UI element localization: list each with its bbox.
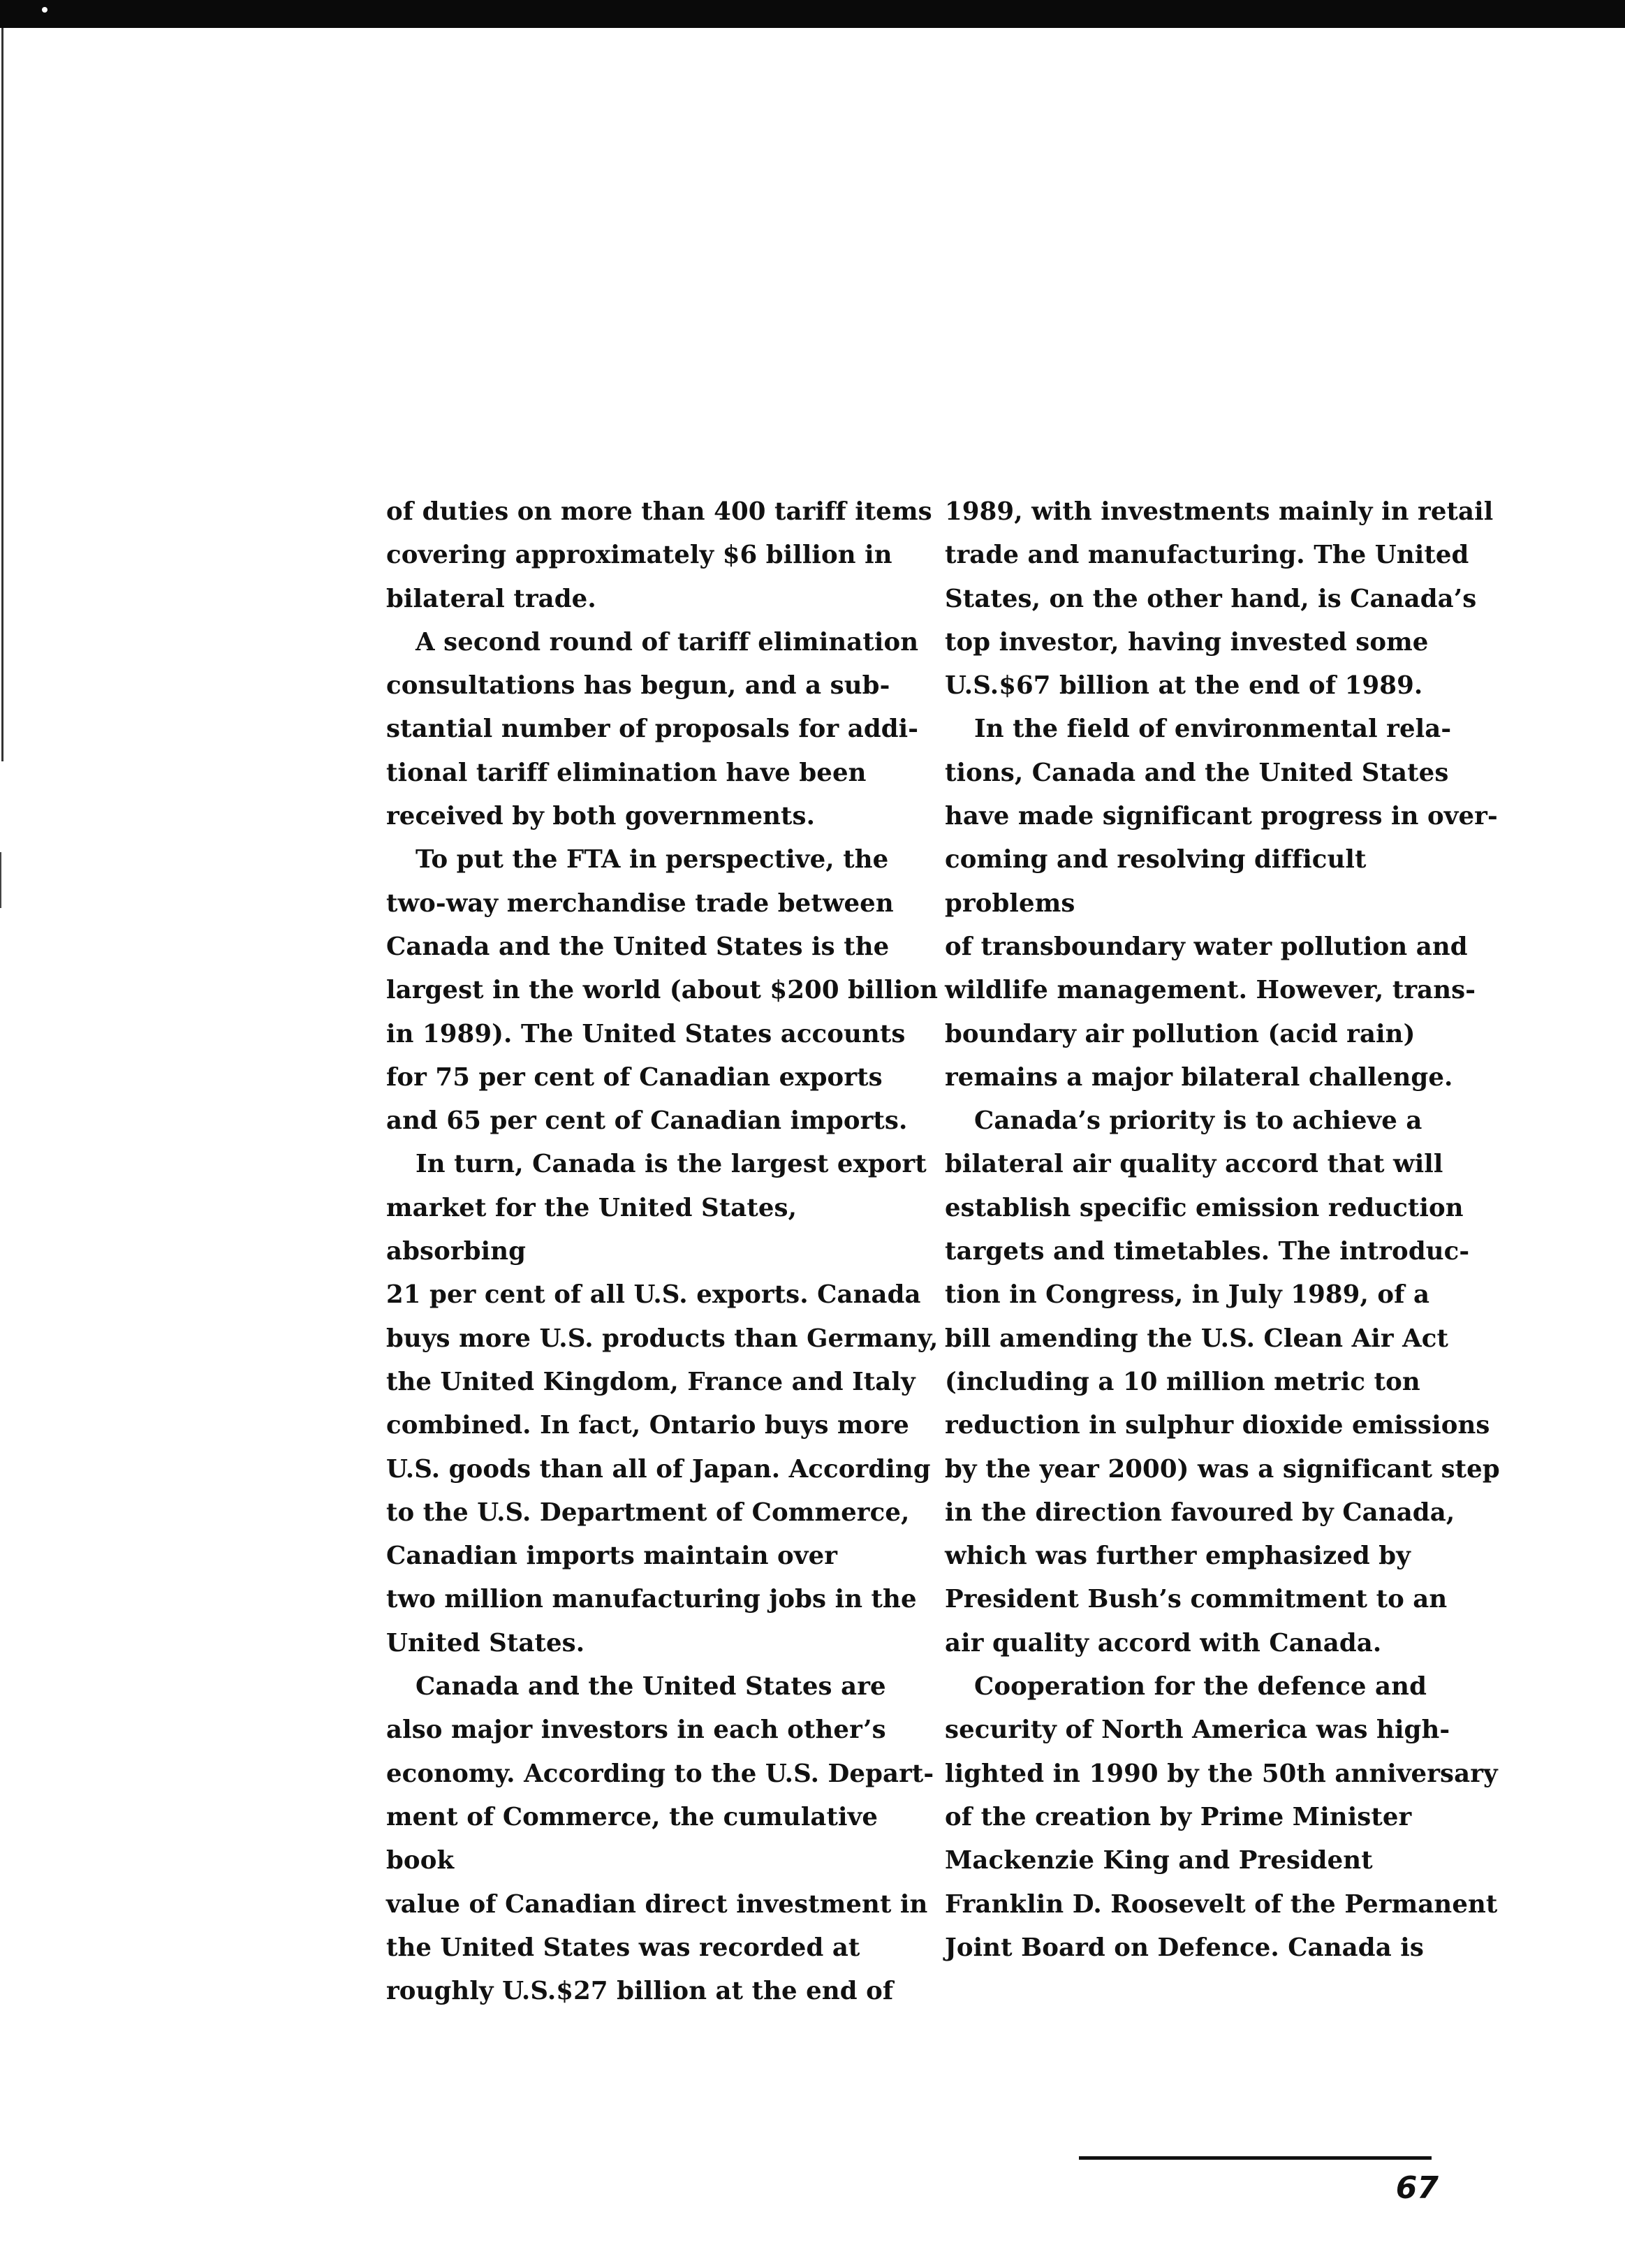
scan-speck — [42, 7, 47, 13]
left-text-column — [386, 490, 945, 2013]
paragraph-investment-continued: 1989, with investments mainly in retail trade and manufacturing. The United States, on the other hand, is Canada’s top investor, having invested some U.S.$67 billion at the end of 1989. — [945, 497, 1494, 701]
paragraph-environmental-relations: In the field of environmental rela- tions, Canada and the United States have made significant progress in over- coming and resolving difficult problems of transboundary water pollution and wildlife management. However, trans- boundary air pollution (acid rain) remains a major bilateral challenge. — [945, 715, 1498, 1092]
footer-rule — [1079, 2156, 1432, 2160]
paragraph-continued: of duties on more than 400 tariff items covering approximately $6 billion in bilateral trade. — [386, 497, 932, 613]
binding-edge — [1, 28, 3, 761]
paragraph-investors: Canada and the United States are also major investors in each other’s economy. According to the U.S. Depart- ment of Commerce, the cumulative book value of Canadian direct investment in the United States was recorded at roughly U.S.$27 billion at the end of — [386, 1672, 934, 2006]
page-number: 67 — [1395, 2170, 1439, 2206]
paragraph-fta-perspective: To put the FTA in perspective, the two-way merchandise trade between Canada and the United States is the largest in the world (about $200 billion in 1989). The United States accounts for 75 per cent of Canadian exports and 65 per cent of Canadian imports. — [386, 845, 939, 1136]
binding-edge-lower — [0, 852, 1, 908]
right-text-column — [945, 490, 1503, 1970]
paragraph-export-market: In turn, Canada is the largest export market for the United States, absorbing 21 per cent of all U.S. exports. Canada buys more U.S. products than Germany, the United Kingdom, France and Italy combined. In fact, Ontario buys more U.S. goods than all of Japan. According to the U.S. Department of Commerce, Canadian imports maintain over two million manufacturing jobs in the United States. — [386, 1150, 939, 1658]
scan-top-border — [0, 0, 1625, 28]
paragraph-air-quality: Canada’s priority is to achieve a bilateral air quality accord that will establish specific emission reduction targets and timetables. The introduc- tion in Congress, in July 1989, of a bill amending the U.S. Clean Air Act (including a 10 million metric ton reduction in sulphur dioxide emissions by the year 2000) was a significant step in the direction favoured by Canada, which was further emphasized by President Bush’s commitment to an air quality accord with Canada. — [945, 1106, 1500, 1658]
paragraph-defence-cooperation: Cooperation for the defence and security of North America was high- lighted in 1990 by the 50th anniversary of the creation by Prime Minister Mackenzie King and President Franklin D. Roosevelt of the Permanent Joint Board on Defence. Canada is — [945, 1672, 1498, 1962]
paragraph-tariff-consultations: A second round of tariff elimination consultations has begun, and a sub- stantial number of proposals for addi- tional tariff elimination have been received by both governments. — [386, 627, 919, 831]
